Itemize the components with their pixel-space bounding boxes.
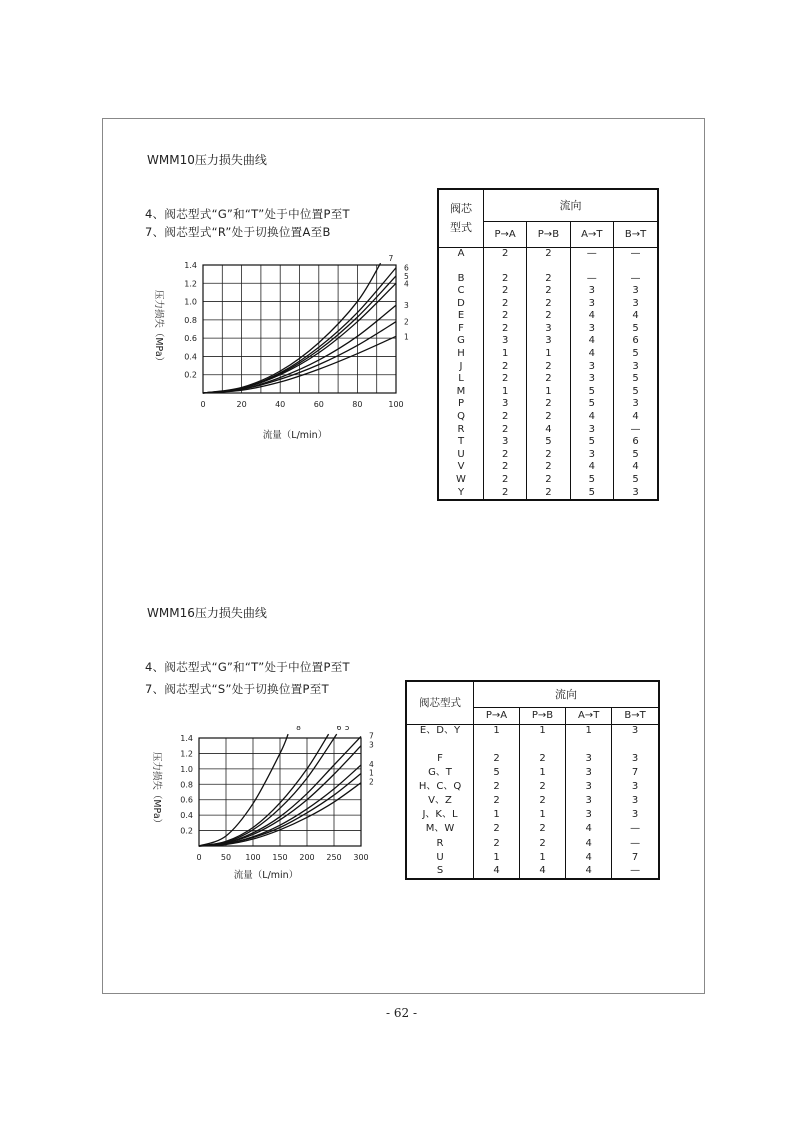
section2-note2: 7、阀芯型式“S”处于切换位置P至T [145,682,329,696]
curve-label: 3 [369,740,374,750]
flow-value-cell: 3 [612,808,659,822]
flow-value-cell: 2 [527,360,570,373]
flow-value-cell: 3 [612,752,659,766]
flow-direction-header: 流向 [484,189,659,221]
x-axis-label: 流量（L/min） [262,430,328,441]
table-row [438,310,658,323]
table-row [406,738,659,752]
flow-value-cell: 5 [614,449,658,462]
wmm10-spool-flow-table [437,188,659,501]
flow-value-cell [570,260,613,273]
curve-label: 1 [369,768,374,778]
flow-value-cell: 3 [527,323,570,336]
spool-type-header: 阀芯型式 [406,681,474,724]
table-row [438,486,658,500]
spool-type-cell: D [438,298,484,311]
spool-type-cell: G [438,335,484,348]
flow-value-cell: 6 [614,436,658,449]
spool-type-cell: A [438,247,484,260]
flow-value-cell: 2 [484,411,527,424]
flow-value-cell: 2 [474,794,520,808]
col-p-b: P→B [520,707,566,724]
flow-value-cell: 5 [474,766,520,780]
flow-value-cell: 2 [520,837,566,851]
spool-type-cell: T [438,436,484,449]
spool-type-cell: U [438,449,484,462]
spool-type-cell: H、C、Q [406,780,474,794]
flow-value-cell: 3 [612,780,659,794]
table-row [438,449,658,462]
flow-value-cell: 2 [527,272,570,285]
flow-value-cell: 4 [527,423,570,436]
flow-value-cell: 3 [614,285,658,298]
table-row [438,386,658,399]
flow-value-cell: 4 [474,865,520,879]
flow-value-cell: 3 [614,486,658,500]
flow-value-cell: 3 [566,780,612,794]
flow-value-cell: 2 [527,373,570,386]
flow-value-cell: 2 [527,461,570,474]
table-row [438,360,658,373]
flow-value-cell: 1 [527,348,570,361]
curve-label: 5 [404,271,409,281]
flow-value-cell: 2 [474,780,520,794]
table-row [438,323,658,336]
flow-value-cell: 3 [566,794,612,808]
section1-note2: 7、阀芯型式“R”处于切换位置A至B [145,225,331,239]
flow-value-cell: 1 [520,724,566,738]
curve-label: 7 [369,731,374,741]
flow-value-cell [520,738,566,752]
flow-value-cell: 2 [484,360,527,373]
y-tick-label: 0.4 [180,811,193,821]
table-row [438,285,658,298]
flow-value-cell: 4 [570,335,613,348]
y-axis-label: 压力损失（MPa） [151,751,162,829]
spool-type-cell [406,738,474,752]
spool-type-cell: J [438,360,484,373]
x-tick-label: 0 [200,400,206,409]
flow-value-cell: 2 [484,247,527,260]
y-tick-label: 1.2 [180,749,193,759]
table-row [406,837,659,851]
flow-value-cell: 4 [566,865,612,879]
spool-type-cell: M、W [406,823,474,837]
y-tick-label: 1.4 [184,261,197,270]
flow-value-cell: 1 [520,851,566,865]
flow-value-cell: 2 [527,474,570,487]
curve-label: 7 [388,254,394,264]
spool-type-cell: R [406,837,474,851]
spool-type-cell: Q [438,411,484,424]
flow-value-cell: — [614,423,658,436]
flow-value-cell: 3 [570,323,613,336]
spool-type-cell: L [438,373,484,386]
flow-value-cell [474,738,520,752]
x-tick-label: 40 [275,400,286,409]
flow-value-cell [527,260,570,273]
x-axis-label: 流量（L/min） [233,870,299,881]
flow-value-cell: 3 [566,808,612,822]
wmm10-pressure-loss-chart [148,250,418,450]
flow-value-cell: 2 [520,752,566,766]
curve-label: 4 [369,760,374,769]
spool-type-cell: P [438,398,484,411]
y-tick-label: 0.6 [180,795,193,805]
table-row [438,373,658,386]
spool-type-cell: U [406,851,474,865]
table-row [438,423,658,436]
flow-value-cell: 2 [520,794,566,808]
curve-label: 8 [296,726,301,733]
section2-title: WMM16压力损失曲线 [147,606,267,620]
flow-value-cell: 1 [484,386,527,399]
spool-type-cell: W [438,474,484,487]
spool-type-cell: E、D、Y [406,724,474,738]
col-b-t: B→T [612,707,659,724]
flow-value-cell: 2 [527,285,570,298]
flow-value-cell: 6 [614,335,658,348]
spool-type-cell: F [438,323,484,336]
flow-value-cell: 7 [612,851,659,865]
spool-type-cell: V [438,461,484,474]
spool-type-cell: B [438,272,484,285]
flow-value-cell: 4 [566,837,612,851]
flow-value-cell: 1 [474,724,520,738]
flow-direction-header: 流向 [474,681,660,707]
flow-value-cell: 1 [484,348,527,361]
flow-value-cell: 2 [520,823,566,837]
spool-type-cell: E [438,310,484,323]
wmm16-spool-flow-table [405,680,660,880]
flow-value-cell: 3 [570,360,613,373]
y-axis-label: 压力损失（MPa） [153,289,164,367]
x-tick-label: 200 [299,853,315,862]
table-row [438,436,658,449]
table-row [406,808,659,822]
flow-value-cell: 2 [484,449,527,462]
flow-value-cell: 2 [520,780,566,794]
y-tick-label: 0.8 [184,315,197,325]
flow-value-cell: 2 [484,323,527,336]
flow-value-cell: 3 [484,436,527,449]
x-tick-label: 100 [245,853,261,862]
table-row [438,398,658,411]
flow-value-cell [612,738,659,752]
table-row [406,780,659,794]
flow-value-cell: 3 [484,398,527,411]
flow-value-cell: 4 [614,411,658,424]
flow-value-cell: 4 [570,411,613,424]
spool-type-cell: G、T [406,766,474,780]
flow-value-cell: 2 [484,373,527,386]
flow-value-cell: — [614,247,658,260]
curve-label: 5 [344,726,350,733]
table-row [438,298,658,311]
flow-value-cell [566,738,612,752]
spool-type-cell: M [438,386,484,399]
flow-value-cell: 2 [484,461,527,474]
y-tick-label: 1.0 [180,764,193,774]
y-tick-label: 0.6 [184,334,197,344]
flow-value-cell: 5 [570,386,613,399]
spool-type-cell [438,260,484,273]
flow-value-cell: 2 [527,449,570,462]
x-tick-label: 20 [236,400,247,409]
flow-value-cell: — [612,865,659,879]
table-row [406,823,659,837]
flow-value-cell: 2 [527,310,570,323]
spool-type-cell: J、K、L [406,808,474,822]
col-b-t: B→T [614,221,658,247]
flow-value-cell: 4 [570,461,613,474]
flow-value-cell: 3 [570,298,613,311]
flow-value-cell [614,260,658,273]
spool-type-cell: H [438,348,484,361]
flow-value-cell: 5 [614,348,658,361]
flow-value-cell: — [570,272,613,285]
spool-type-cell: C [438,285,484,298]
y-tick-label: 1.0 [184,297,197,307]
flow-value-cell: 5 [570,474,613,487]
flow-value-cell: 2 [484,285,527,298]
y-tick-label: 0.8 [180,780,193,790]
flow-value-cell: 4 [566,851,612,865]
flow-value-cell: 2 [484,298,527,311]
table-row [406,851,659,865]
curve-label: 1 [404,332,409,342]
flow-value-cell: 7 [612,766,659,780]
flow-value-cell: 5 [570,398,613,411]
flow-value-cell: 3 [612,794,659,808]
flow-value-cell: 3 [570,373,613,386]
flow-value-cell: — [612,823,659,837]
flow-value-cell: 5 [614,373,658,386]
flow-value-cell: — [612,837,659,851]
y-tick-label: 0.4 [184,352,197,362]
section1-title: WMM10压力损失曲线 [147,153,267,167]
flow-value-cell: 2 [527,298,570,311]
flow-value-cell: 1 [474,851,520,865]
flow-value-cell: 4 [570,348,613,361]
x-tick-label: 0 [196,853,202,862]
flow-value-cell: 2 [484,272,527,285]
table-row [438,335,658,348]
curve-5 [199,734,337,846]
page-number: - 62 - [386,1006,418,1020]
y-tick-label: 1.2 [184,279,197,289]
curve-label: 6 [404,263,409,273]
x-tick-label: 250 [326,853,342,862]
flow-value-cell: — [614,272,658,285]
flow-value-cell: 2 [527,411,570,424]
spool-type-cell: Y [438,486,484,500]
curve-label: 2 [404,317,409,327]
flow-value-cell: 2 [484,486,527,500]
col-a-t: A→T [566,707,612,724]
spool-type-cell: F [406,752,474,766]
flow-value-cell: 1 [527,386,570,399]
x-tick-label: 150 [272,853,288,862]
table-row [406,752,659,766]
flow-value-cell [484,260,527,273]
x-tick-label: 300 [353,853,369,862]
table-row [438,348,658,361]
spool-type-cell: V、Z [406,794,474,808]
flow-value-cell: 2 [527,247,570,260]
y-tick-label: 0.2 [180,826,193,836]
flow-value-cell: 3 [612,724,659,738]
flow-value-cell: 3 [614,398,658,411]
flow-value-cell: 2 [527,486,570,500]
flow-value-cell: 3 [570,449,613,462]
flow-value-cell: 3 [566,752,612,766]
col-p-a: P→A [484,221,527,247]
table-row [438,474,658,487]
flow-value-cell: 3 [566,766,612,780]
flow-value-cell: — [570,247,613,260]
spool-type-cell: R [438,423,484,436]
flow-value-cell: 2 [474,837,520,851]
flow-value-cell: 5 [570,486,613,500]
flow-value-cell: 5 [570,436,613,449]
table-row [438,260,658,273]
table-row [406,794,659,808]
table-row [406,724,659,738]
flow-value-cell: 2 [474,752,520,766]
flow-value-cell: 2 [527,398,570,411]
flow-value-cell: 5 [614,474,658,487]
col-p-a: P→A [474,707,520,724]
table-row [406,766,659,780]
table-row [438,247,658,260]
x-tick-label: 100 [388,400,404,409]
table-row [438,461,658,474]
flow-value-cell: 1 [520,766,566,780]
x-tick-label: 80 [352,400,363,409]
flow-value-cell: 4 [614,461,658,474]
flow-value-cell: 3 [570,285,613,298]
flow-value-cell: 3 [484,335,527,348]
y-tick-label: 0.2 [184,370,197,380]
flow-value-cell: 5 [527,436,570,449]
flow-value-cell: 2 [484,474,527,487]
x-tick-label: 60 [313,400,324,409]
flow-value-cell: 1 [474,808,520,822]
col-a-t: A→T [570,221,613,247]
table-row [438,272,658,285]
flow-value-cell: 2 [474,823,520,837]
flow-value-cell: 3 [614,360,658,373]
flow-value-cell: 2 [484,423,527,436]
curve-label: 6 [336,726,342,733]
flow-value-cell: 4 [520,865,566,879]
flow-value-cell: 5 [614,386,658,399]
section2-note1: 4、阀芯型式“G”和“T”处于中位置P至T [145,660,350,674]
flow-value-cell: 1 [566,724,612,738]
spool-type-cell: S [406,865,474,879]
y-tick-label: 1.4 [180,734,193,743]
section1-note1: 4、阀芯型式“G”和“T”处于中位置P至T [145,207,350,221]
x-tick-label: 50 [220,853,232,862]
col-p-b: P→B [527,221,570,247]
flow-value-cell: 3 [570,423,613,436]
curve-label: 2 [369,777,374,787]
flow-value-cell: 5 [614,323,658,336]
wmm16-pressure-loss-chart [146,726,386,886]
curve-label: 3 [404,301,409,311]
flow-value-cell: 2 [484,310,527,323]
flow-value-cell: 3 [614,298,658,311]
table-row [406,865,659,879]
flow-value-cell: 4 [614,310,658,323]
flow-value-cell: 4 [566,823,612,837]
spool-type-header: 阀芯 型式 [438,189,484,247]
flow-value-cell: 3 [527,335,570,348]
table-row [438,411,658,424]
flow-value-cell: 1 [520,808,566,822]
curve-label: 4 [404,279,409,289]
flow-value-cell: 4 [570,310,613,323]
